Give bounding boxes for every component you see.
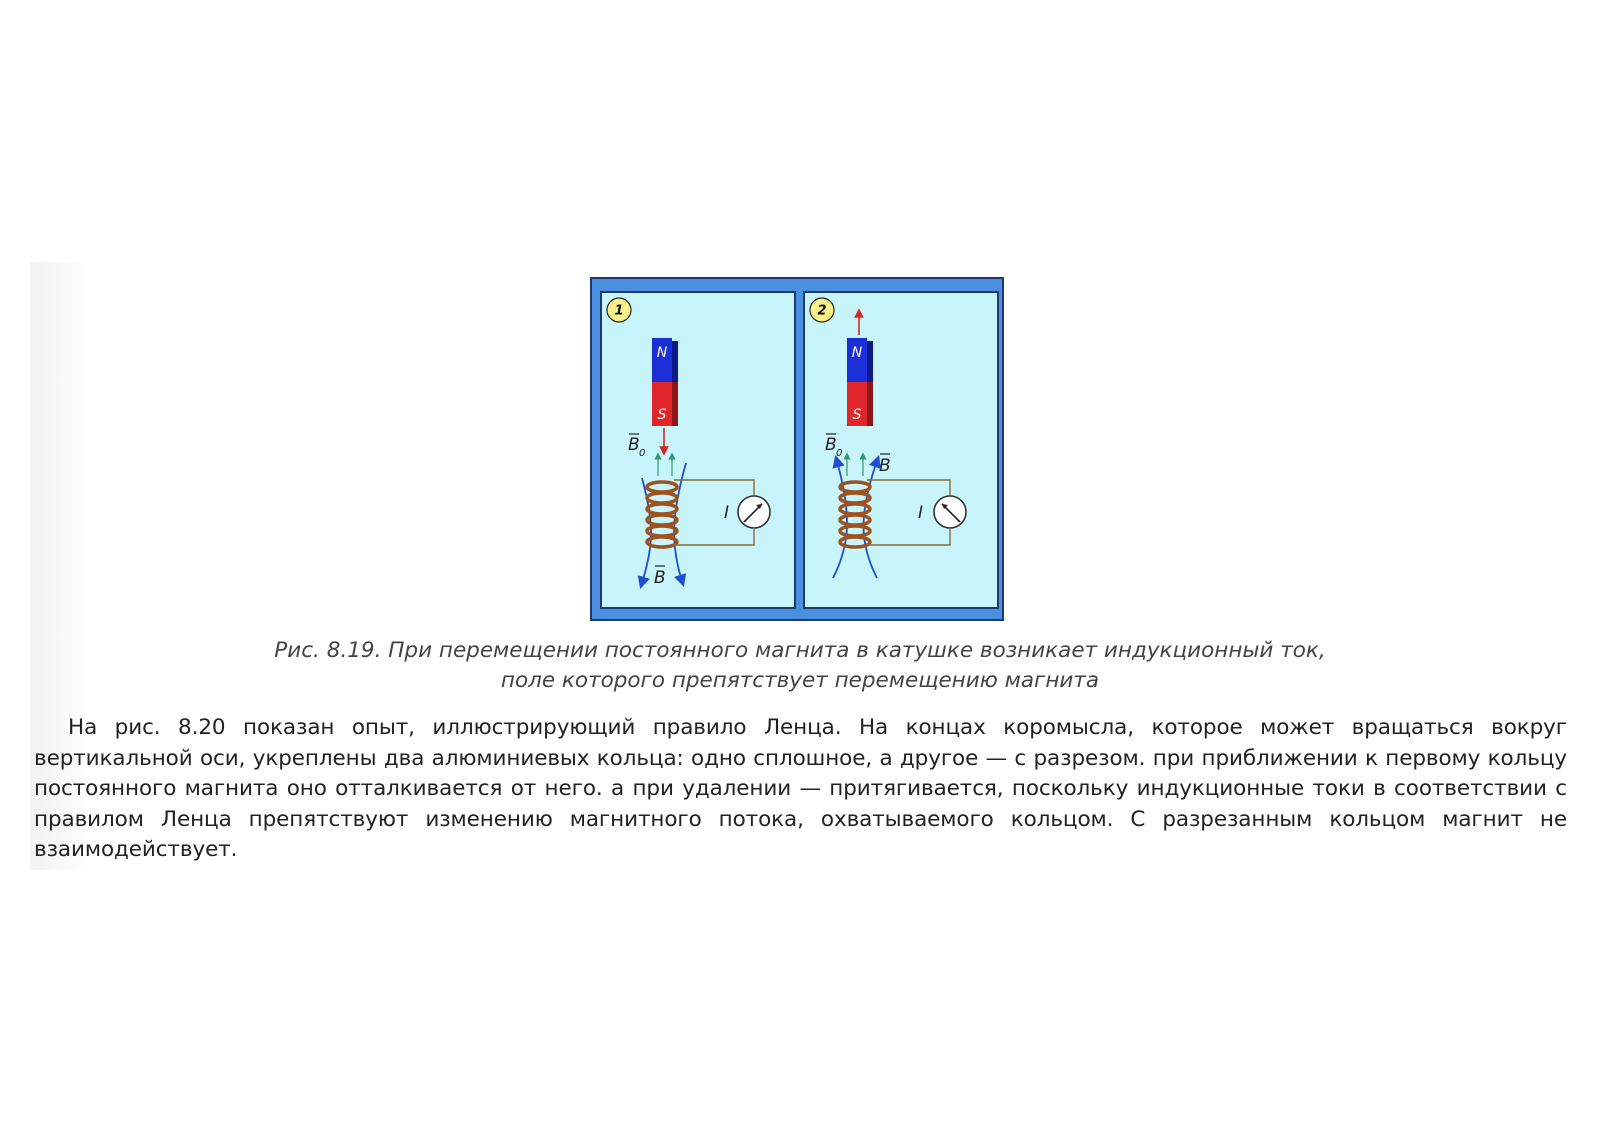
figure-8-19 [590,277,1004,621]
panel-2-b-label: B [879,456,891,476]
panel-1-coil [647,482,677,547]
caption-line-1: Рис. 8.19. При перемещении постоянного магнита в катушке возникает индукционный ток, [274,638,1326,663]
panel-1-galvanometer [738,496,770,528]
panel-1-current-label: I [724,503,730,523]
panel-1-north-label: N [656,345,668,361]
panel-2-coil [840,482,870,547]
panel-2-number-badge [810,298,834,322]
panel-2-b0-subscript: 0 [836,448,843,459]
panel-1-diagram [602,293,796,609]
panel-2 [803,291,999,609]
panel-2-north-label: N [851,345,863,361]
panel-1-south-label: S [657,407,667,423]
panel-2-current-label: I [918,503,924,523]
body-paragraph: На рис. 8.20 показан опыт, иллюстрирующий правило Ленца. На концах коромысла, которое может вращаться вокруг вертикальной оси, укреплены два алюминиевых кольца: одно сплошное, а другое — с разрезом. при приближении к первому кольцу постоянного магнита оно отталкивается от него. а при удалении — притягивается, поскольку индукционные токи в соответствии с правилом Ленца препятствуют изменению магнитного потока, охватываемого кольцом. С разрезанным кольцом магнит не взаимодействует. [34,715,1567,862]
panel-1-b-label: B [654,568,666,588]
panel-2-number: 2 [817,303,827,319]
panel-2-b0-label: B [825,435,837,455]
caption-line-2: поле которого препятствует перемещению магнита [500,668,1100,693]
panel-1-magnet [652,338,678,426]
figure-caption [60,636,1540,696]
panel-2-magnet [847,338,873,426]
panel-1 [600,291,796,609]
panel-2-south-label: S [852,407,862,423]
panel-1-b0-label: B [628,435,640,455]
panel-1-number: 1 [614,303,624,319]
panel-2-galvanometer [934,496,966,528]
panel-2-diagram [805,293,999,609]
panel-1-number-badge [607,298,631,322]
panel-1-b0-subscript: 0 [639,448,646,459]
